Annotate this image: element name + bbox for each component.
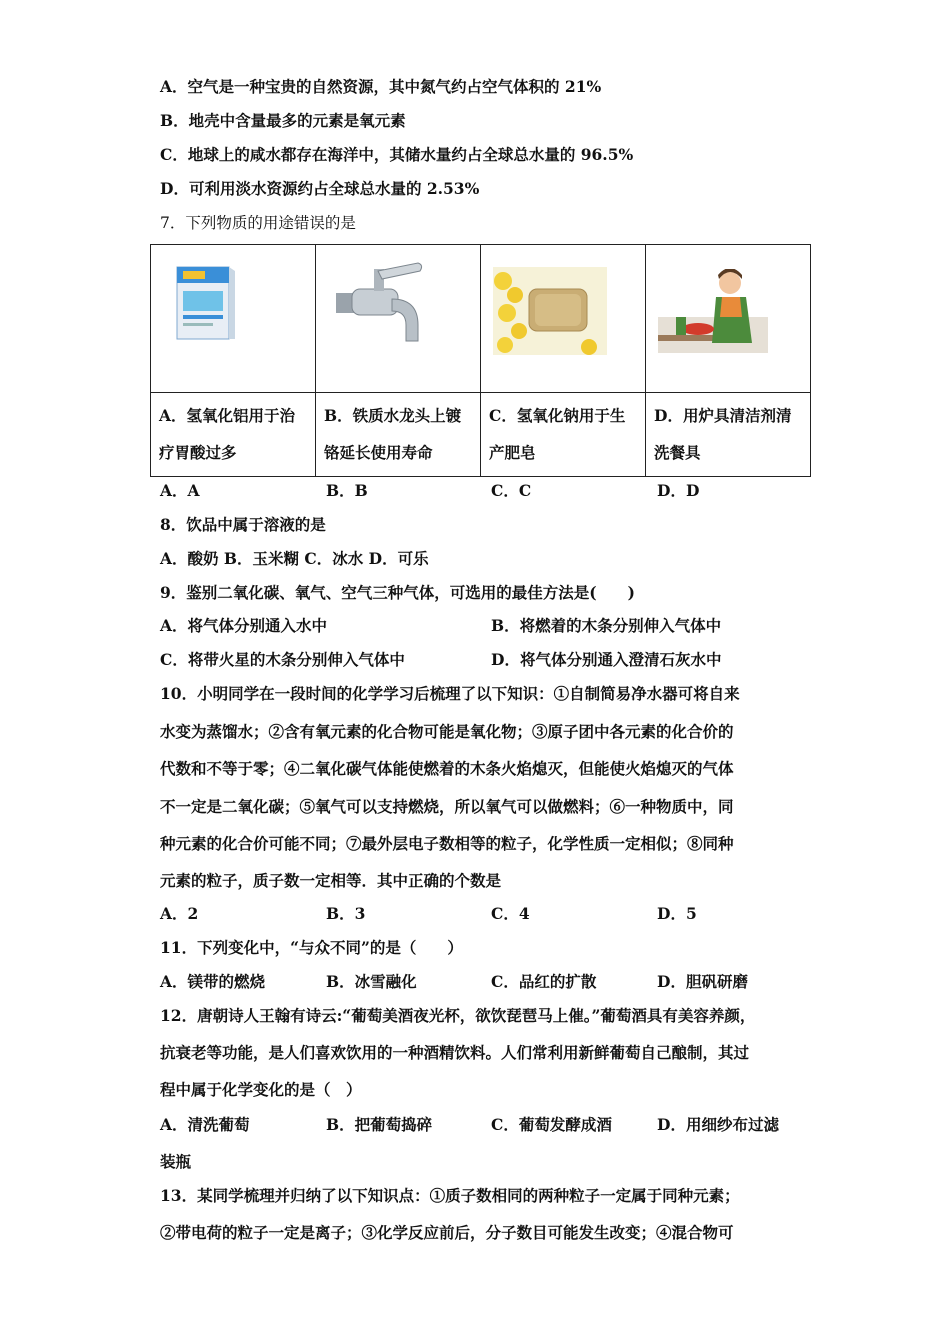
q10-option-b: B．3 xyxy=(326,904,366,923)
q11-option-b: B．冰雪融化 xyxy=(326,972,417,991)
q7-answer-d: D．D xyxy=(657,481,700,500)
q6-option-a: A．空气是一种宝贵的自然资源，其中氮气约占空气体积的 21% xyxy=(160,77,602,96)
q10-line-6: 元素的粒子，质子数一定相等．其中正确的个数是 xyxy=(160,871,502,890)
q12-line-3: 程中属于化学变化的是（ ） xyxy=(160,1080,362,1099)
q7-cell-b-image xyxy=(316,245,481,393)
q10-line-5: 种元素的化合价可能不同；⑦最外层电子数相等的粒子，化学性质一定相似；⑧同种 xyxy=(160,834,734,853)
q7-stem: 7．下列物质的用途错误的是 xyxy=(160,214,356,232)
q7-caption-d: D．用炉具清洁剂清洗餐具 xyxy=(646,393,811,477)
q8-options: A．酸奶 B．玉米糊 C．冰水 D．可乐 xyxy=(160,549,429,568)
q11-option-d: D．胆矾研磨 xyxy=(657,972,748,991)
q13-line-1: 13．某同学梳理并归纳了以下知识点：①质子数相同的两种粒子一定属于同种元素； xyxy=(160,1186,740,1205)
q10-line-4: 不一定是二氧化碳；⑤氧气可以支持燃烧，所以氧气可以做燃料；⑥一种物质中，同 xyxy=(160,797,734,816)
q7-image-table xyxy=(150,244,811,477)
q10-option-c: C．4 xyxy=(491,904,530,923)
q12-option-d-continued: 装瓶 xyxy=(160,1152,192,1171)
q10-option-a: A．2 xyxy=(160,904,199,923)
q12-option-a: A．清洗葡萄 xyxy=(160,1115,250,1134)
q7-cell-c-image xyxy=(481,245,646,393)
q10-option-d: D．5 xyxy=(657,904,697,923)
q11-option-c: C．品红的扩散 xyxy=(491,972,597,991)
q6-option-c: C．地球上的咸水都存在海洋中，其储水量约占全球总水量的 96.5% xyxy=(160,145,634,164)
q7-cell-d-image xyxy=(646,245,811,393)
q10-line-3: 代数和不等于零；④二氧化碳气体能使燃着的木条火焰熄灭，但能使火焰熄灭的气体 xyxy=(160,759,734,778)
q12-line-1: 12．唐朝诗人王翰有诗云:“葡萄美酒夜光杯，欲饮琵琶马上催。”葡萄酒具有美容养颜， xyxy=(160,1006,756,1025)
q9-option-a: A．将气体分别通入水中 xyxy=(160,616,328,635)
q7-caption-a: A．氢氧化铝用于治疗胃酸过多 xyxy=(151,393,316,477)
q12-option-d: D．用细纱布过滤 xyxy=(657,1115,779,1134)
soap-bar-icon xyxy=(493,267,607,355)
q9-option-d: D．将气体分别通入澄清石灰水中 xyxy=(491,650,722,669)
q10-line-1: 10．小明同学在一段时间的化学学习后梳理了以下知识：①自制简易净水器可将自来 xyxy=(160,684,740,703)
q9-option-c: C．将带火星的木条分别伸入气体中 xyxy=(160,650,405,669)
q11-option-a: A．镁带的燃烧 xyxy=(160,972,266,991)
q6-option-b: B．地壳中含量最多的元素是氧元素 xyxy=(160,111,406,130)
q12-option-c: C．葡萄发酵成酒 xyxy=(491,1115,612,1134)
person-cleaning-icon xyxy=(658,269,768,353)
q11-stem: 11．下列变化中，“与众不同”的是（ ） xyxy=(160,938,463,957)
q13-line-2: ②带电荷的粒子一定是离子；③化学反应前后，分子数目可能发生改变；④混合物可 xyxy=(160,1223,734,1242)
q9-option-b: B．将燃着的木条分别伸入气体中 xyxy=(491,616,722,635)
q10-line-2: 水变为蒸馏水；②含有氧元素的化合物可能是氧化物；③原子团中各元素的化合价的 xyxy=(160,722,734,741)
q6-option-d: D．可利用淡水资源约占全球总水量的 2.53% xyxy=(160,179,480,198)
medicine-box-icon xyxy=(169,263,239,343)
q12-option-b: B．把葡萄捣碎 xyxy=(326,1115,433,1134)
faucet-icon xyxy=(332,261,432,353)
q7-answer-c: C．C xyxy=(491,481,532,500)
q7-answer-a: A．A xyxy=(160,481,200,500)
q7-cell-a-image xyxy=(151,245,316,393)
q7-caption-c: C．氢氧化钠用于生产肥皂 xyxy=(481,393,646,477)
q8-stem: 8．饮品中属于溶液的是 xyxy=(160,515,326,534)
q7-answer-b: B．B xyxy=(326,481,368,500)
q12-line-2: 抗衰老等功能，是人们喜欢饮用的一种酒精饮料。人们常利用新鲜葡萄自己酿制，其过 xyxy=(160,1043,750,1062)
q9-stem: 9．鉴别二氧化碳、氧气、空气三种气体，可选用的最佳方法是( ) xyxy=(160,583,635,602)
q7-caption-b: B．铁质水龙头上镀铬延长使用寿命 xyxy=(316,393,481,477)
